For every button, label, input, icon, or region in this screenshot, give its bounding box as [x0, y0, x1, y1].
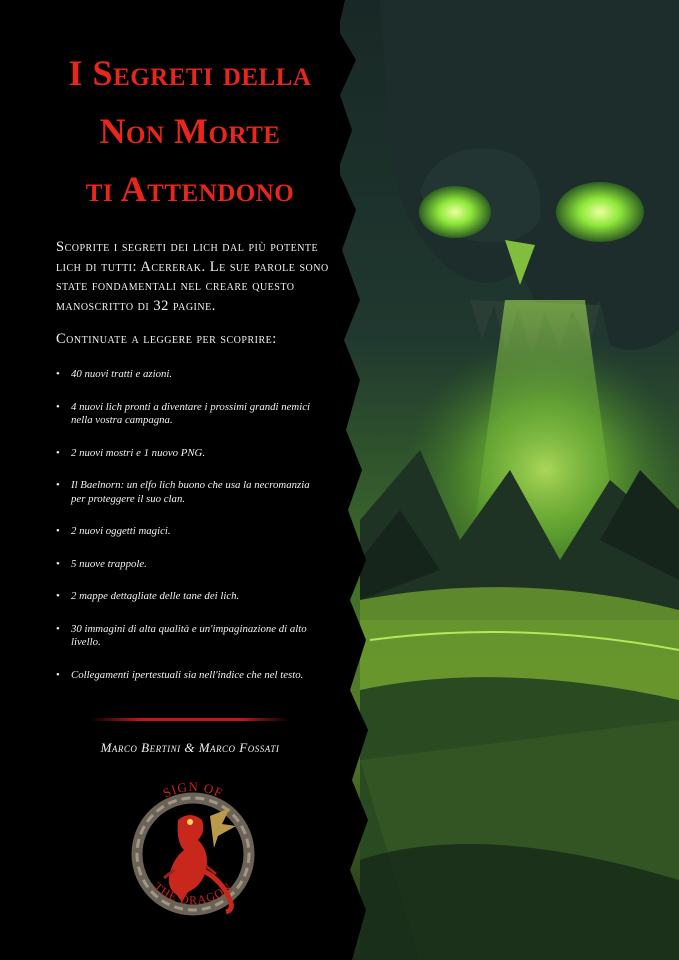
- intro-paragraph: Scoprite i segreti dei lich dal più potente lich di tutti: Acererak. Le sue parole sono state fondamentali nel creare questo manoscritto di 32 pagine.: [56, 239, 329, 314]
- page-title: [20, 44, 360, 218]
- feature-item: • 2 nuovi oggetti magici.: [56, 525, 318, 539]
- feature-item: • 30 immagini di alta qualità e un'impaginazione di alto livello.: [56, 623, 318, 650]
- logo-text-bottom: THE DRAGON: [151, 879, 235, 908]
- feature-item: • 2 nuovi mostri e 1 nuovo PNG.: [56, 447, 318, 461]
- divider: [90, 718, 290, 721]
- feature-item: • 40 nuovi tratti e azioni.: [56, 368, 318, 382]
- feature-item: • 4 nuovi lich pronti a diventare i prossimi grandi nemici nella vostra campagna.: [56, 401, 318, 428]
- title-line-2: Non Morte: [99, 111, 281, 151]
- feature-item: • 2 mappe dettagliate delle tane dei lich.: [56, 590, 318, 604]
- logo-text-top: SIGN OF: [160, 778, 226, 801]
- feature-item: • Collegamenti ipertestuali sia nell'indice che nel testo.: [56, 669, 318, 683]
- feature-list: [56, 368, 318, 701]
- sign-of-the-dragon-logo: [118, 770, 268, 930]
- authors: Marco Bertini & Marco Fossati: [100, 740, 280, 755]
- features-lead: Continuate a leggere per scoprire:: [56, 331, 277, 347]
- title-line-1: I Segreti della: [68, 53, 312, 93]
- title-line-3: ti Attendono: [85, 169, 295, 209]
- feature-item: • 5 nuove trappole.: [56, 558, 318, 572]
- feature-item: • Il Baelnorn: un elfo lich buono che usa la necromanzia per proteggere il suo clan.: [56, 479, 318, 506]
